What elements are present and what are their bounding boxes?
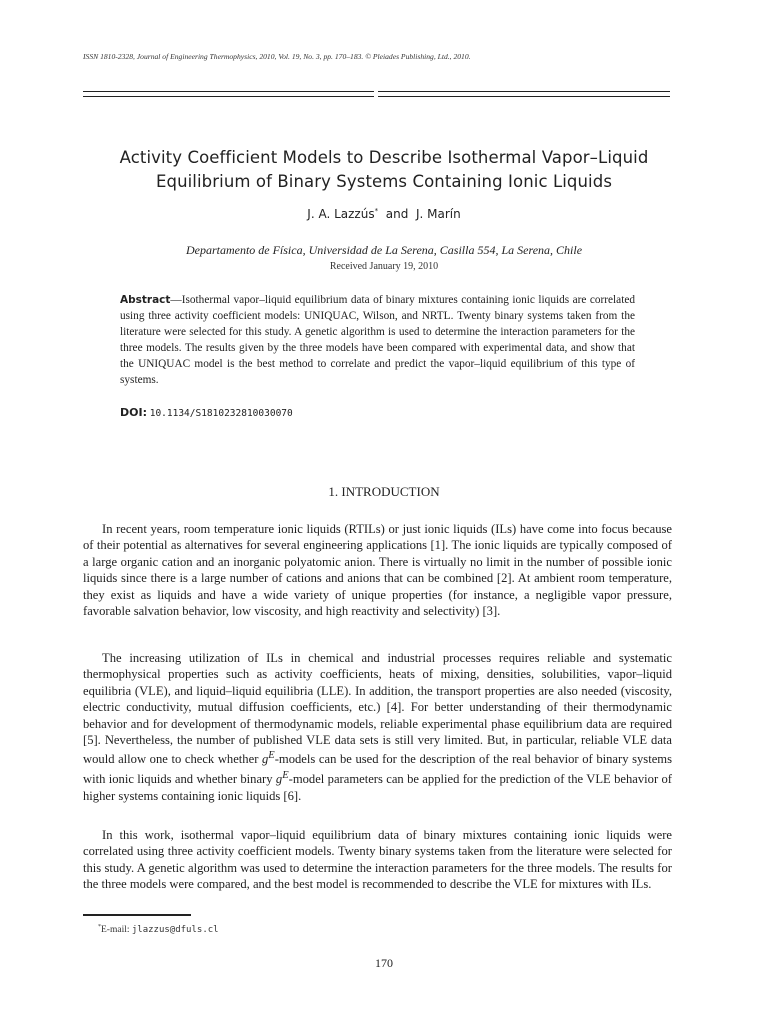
affiliation: Departamento de Física, Universidad de La Serena, Casilla 554, La Serena, Chile [185, 243, 583, 257]
author-1: J. A. Lazzús [307, 207, 375, 221]
author-1-footnote-mark: * [374, 207, 379, 215]
abstract-label: Abstract [120, 294, 171, 306]
received-date: Received January 19, 2010 [329, 261, 439, 272]
gE-superscript-1: E [268, 750, 275, 762]
abstract [120, 293, 635, 388]
doi [120, 406, 293, 419]
title-line-1: Activity Coefficient Models to Describe Isothermal Vapor–Liquid [119, 148, 649, 167]
title-line-2: Equilibrium of Binary Systems Containing Ionic Liquids [155, 172, 613, 191]
footnote-rule [83, 914, 191, 916]
intro-paragraph-1: In recent years, room temperature ionic liquids (RTILs) or just ionic liquids (ILs) have come into focus because of their potential as alternatives for several engineering applications [1]. The ionic liquids are typically composed of a large organic cation and an inorganic polyatomic anion. There is virtually no limit in the number of possible ionic liquids since there is a large number of cations and anions that can be combined [2]. At ambient room temperature, they exist as liquids and have a wide variety of unique properties (for instance, a negligible vapor pressure, favorable salvation behavior, low viscosity, and high reactivity and selectivity) [3]. [83, 522, 672, 619]
abstract-text: —Isothermal vapor–liquid equilibrium data of binary mixtures containing ionic liquids are correlated using three activity coefficient models: UNIQUAC, Wilson, and NRTL. Twenty binary systems taken from the literature were selected for this study. A genetic algorithm is used to determine the interaction parameters for the three models. The results given by the three models have been compared with experimental data, and show that the UNIQUAC model is the best method to correlate and predict the vapor–liquid equilibrium of this type of systems. [120, 294, 635, 386]
header-rule-gap [374, 90, 378, 98]
footnote-mark: * [98, 924, 101, 930]
intro-paragraph-2-part-c: -model parameters can be applied for the prediction of the VLE behavior of higher systems containing ionic liquids [6]. [83, 772, 673, 803]
journal-header: ISSN 1810-2328, Journal of Engineering Thermophysics, 2010, Vol. 19, No. 3, pp. 170–183. © Pleiades Publishing, Ltd., 2010. [83, 52, 471, 61]
doi-label: DOI: [120, 406, 147, 419]
intro-paragraph-2-part-a: The increasing utilization of ILs in chemical and industrial processes requires reliable and systematic thermophysical properties such as activity coefficients, heats of mixing, densities, solubilities, vapor–liquid equilibria (VLE), and liquid–liquid equilibria (LLE). In addition, the transport properties are also needed (viscosity, electric conductivity, mutual diffusion coefficients, etc.) [4]. For better understanding of their thermodynamic behavior and for development of thermodynamic models, reliable experimental phase equilibrium data are required [5]. Nevertheless, the number of published VLE data sets is still very limited. But, in particular, reliable VLE data would allow one to check whether [83, 651, 672, 767]
author-2: J. Marín [415, 207, 461, 221]
footnote-label: E-mail: [101, 925, 132, 936]
intro-paragraph-2 [83, 650, 672, 804]
author-list [0, 207, 768, 221]
footnote [98, 924, 219, 935]
intro-paragraph-3: In this work, isothermal vapor–liquid equilibrium data of binary mixtures containing ionic liquids were correlated using three activity coefficient models. Twenty binary systems taken from the literature were selected for this study. A genetic algorithm was used to determine the interaction parameters for the three models. The results for the three models were compared, and the best model is recommended to describe the VLE for mixtures with ILs. [83, 828, 672, 892]
intro-paragraph-2-part-b: -models can be used for the description of the real behavior of binary systems with ionic liquids and whether binary [83, 752, 672, 787]
authors-and: and [385, 207, 409, 221]
footnote-email: jlazzus@dfuls.cl [131, 925, 219, 936]
doi-value: 10.1134/S1810232810030070 [149, 408, 293, 419]
gE-superscript-2: E [282, 770, 289, 782]
gE-symbol-2: g [275, 772, 283, 787]
section-heading: 1. INTRODUCTION [328, 484, 440, 499]
page-number: 170 [375, 956, 393, 970]
paper-title [60, 146, 708, 194]
gE-symbol-1: g [262, 752, 269, 767]
